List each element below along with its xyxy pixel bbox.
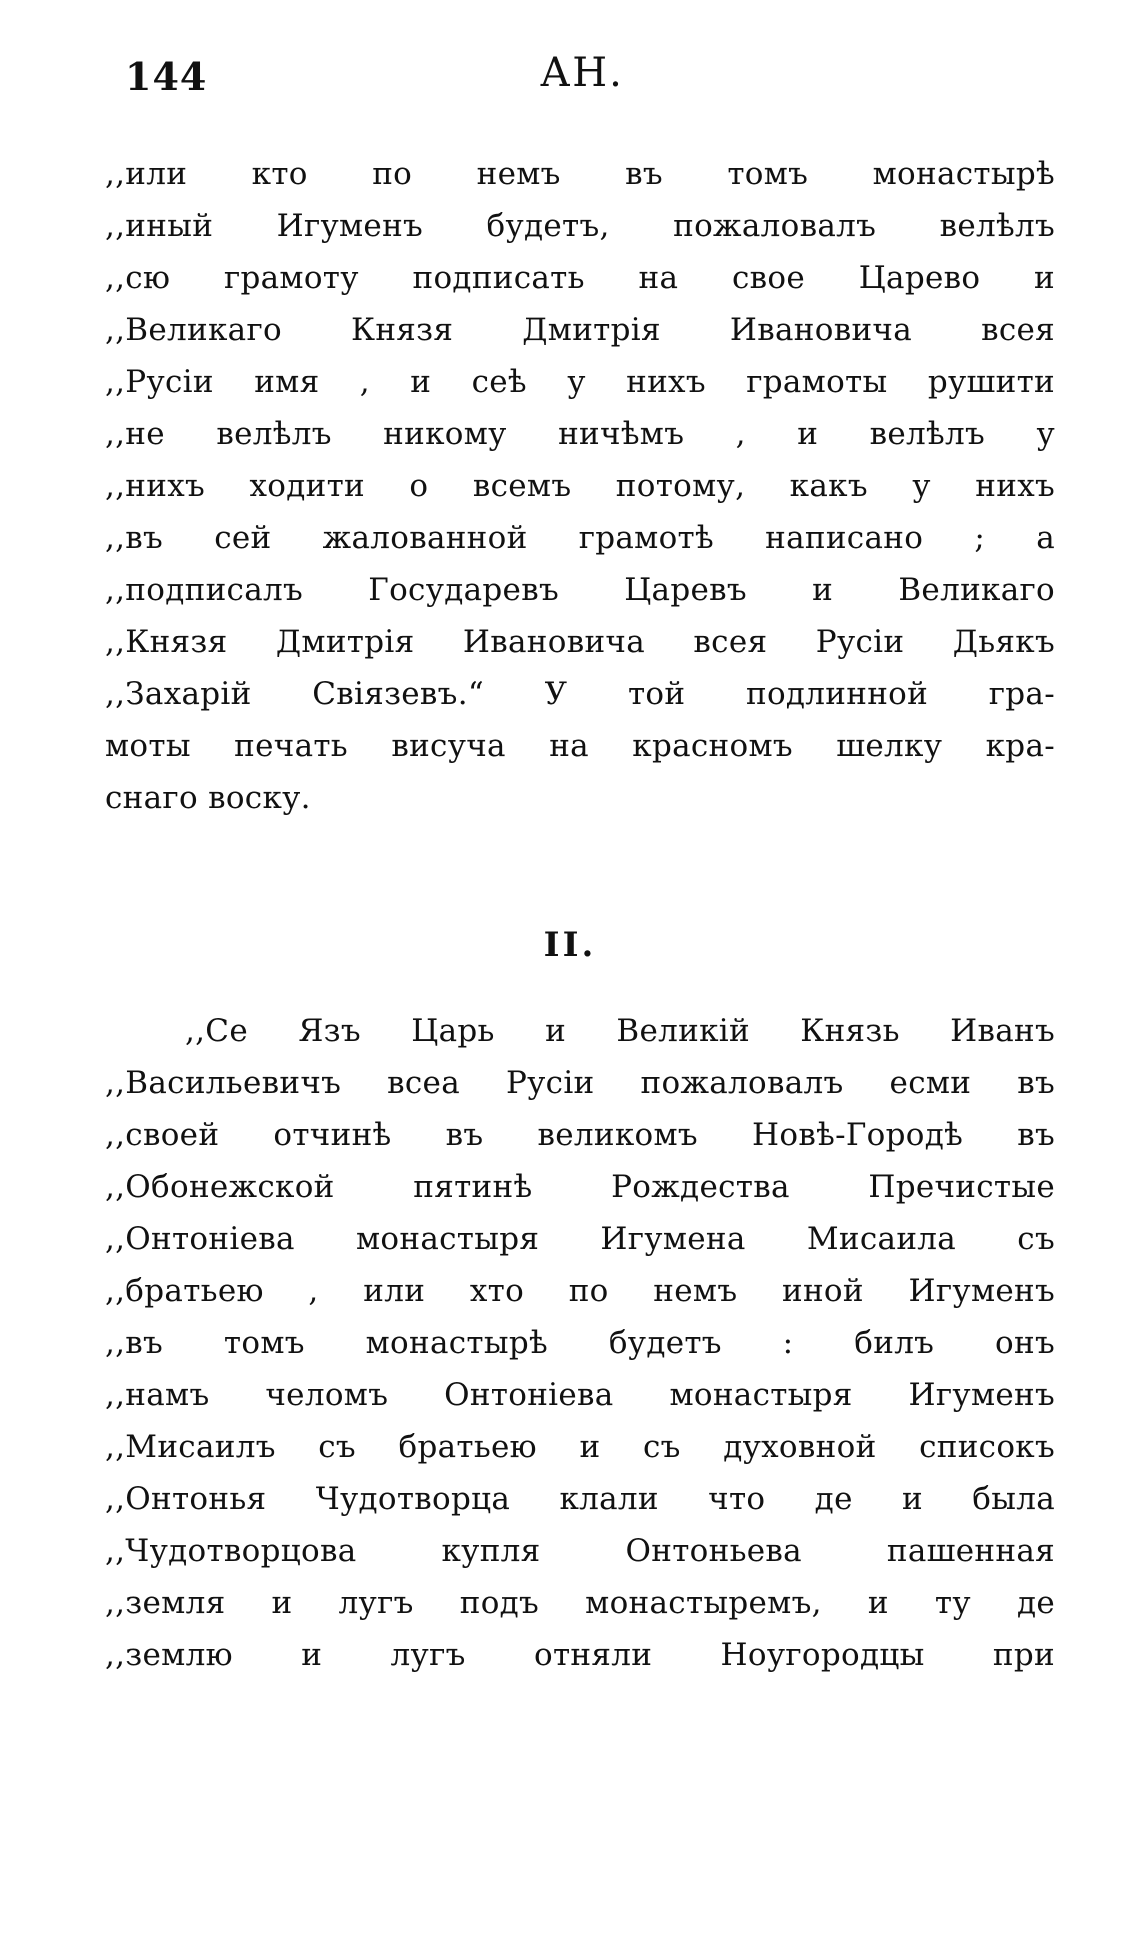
text-line: ,,земля и лугъ подъ монастыремъ, и ту де (105, 1585, 1055, 1621)
text-line: ,,намъ челомъ Онтоніева монастыря Игуменъ (105, 1377, 1055, 1413)
text-line: ,,землю и лугъ отняли Ноугородцы при (105, 1637, 1055, 1673)
text-line: ,,Чудотворцова купля Онтоньева пашенная (105, 1533, 1055, 1569)
text-line: ,,Онтонья Чудотворца клали что де и была (105, 1481, 1055, 1517)
text-line: ,,своей отчинѣ въ великомъ Новѣ-Городѣ въ (105, 1117, 1055, 1153)
text-line: ,,Се Язъ Царь и Великій Князь Иванъ (185, 1013, 1055, 1049)
text-line: ,,Великаго Князя Дмитрія Ивановича всея (105, 312, 1055, 348)
running-title: АН. (540, 50, 624, 96)
text-line: ,,Обонежской пятинѣ Рождества Пречистые (105, 1169, 1055, 1205)
text-line: ,,Князя Дмитрія Ивановича всея Русіи Дьякъ (105, 624, 1055, 660)
text-line: ,,Онтоніева монастыря Игумена Мисаила съ (105, 1221, 1055, 1257)
text-line: ,,иный Игуменъ будетъ, пожаловалъ велѣлъ (105, 208, 1055, 244)
text-block-1 (105, 148, 1055, 824)
text-line: ,,или кто по немъ въ томъ монастырѣ (105, 156, 1055, 192)
page-number: 144 (125, 54, 208, 99)
text-line: ,,въ томъ монастырѣ будетъ : билъ онъ (105, 1325, 1055, 1361)
text-line: снаго воску. (105, 780, 311, 816)
text-line: ,,нихъ ходити о всемъ потому, какъ у нихъ (105, 468, 1055, 504)
running-head (0, 46, 1140, 106)
text-line: ,,Мисаилъ съ братьею и съ духовной списокъ (105, 1429, 1055, 1465)
text-line: ,,сю грамоту подписать на свое Царево и (105, 260, 1055, 296)
text-line: ,,Васильевичъ всеа Русіи пожаловалъ есми въ (105, 1065, 1055, 1101)
text-line: ,,въ сей жалованной грамотѣ написано ; а (105, 520, 1055, 556)
text-line: ,,братьею , или хто по немъ иной Игуменъ (105, 1273, 1055, 1309)
text-line: ,,не велѣлъ никому ничѣмъ , и велѣлъ у (105, 416, 1055, 452)
text-line: ,,подписалъ Государевъ Царевъ и Великаго (105, 572, 1055, 608)
text-line: ,,Русіи имя , и сеѣ у нихъ грамоты рушити (105, 364, 1055, 400)
text-block-2 (105, 1005, 1055, 1681)
text-line: моты печать висуча на красномъ шелку кра- (105, 728, 1055, 764)
section-number: II. (543, 925, 597, 965)
text-line: ,,Захарій Свіязевъ.“ У той подлинной гра- (105, 676, 1055, 712)
